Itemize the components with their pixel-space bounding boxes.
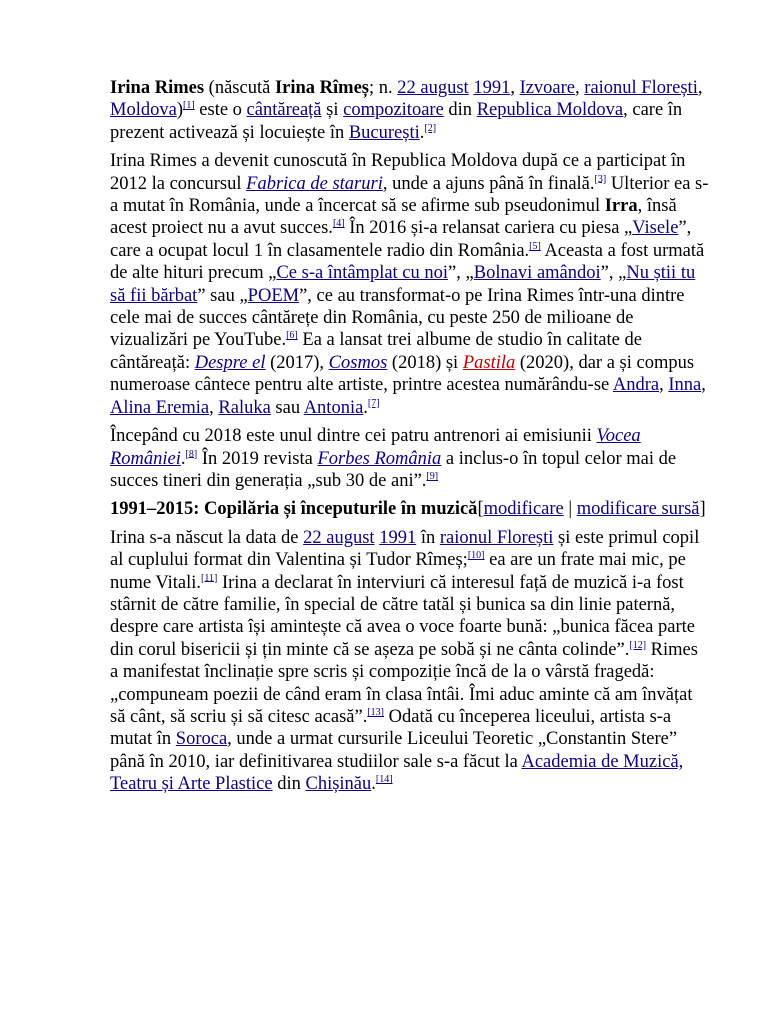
link-nu-stii-tu-sa-fii-barbat[interactable]: Nu știi tu să fii bărbat: [110, 263, 696, 306]
birth-name: Irina Rîmeș: [274, 78, 369, 98]
citation-8[interactable]: [8]: [185, 448, 198, 460]
citation-5[interactable]: [5]: [529, 240, 541, 252]
citation-11[interactable]: [11]: [201, 572, 218, 584]
article-body: [110, 77, 710, 802]
link-antonia[interactable]: Antonia: [303, 397, 364, 418]
link-soroca[interactable]: Soroca: [175, 729, 228, 750]
link-album-pastila[interactable]: Pastila: [462, 352, 516, 373]
citation-4[interactable]: [4]: [332, 218, 345, 230]
citation-6[interactable]: [6]: [286, 330, 298, 342]
citation-10[interactable]: [10]: [467, 549, 485, 561]
link-ce-s-a-intamplat-cu-noi[interactable]: Ce s-a întâmplat cu noi: [276, 263, 449, 284]
subject-name: Irina Rimes: [110, 78, 205, 98]
link-birth-date[interactable]: 22 august: [397, 78, 469, 98]
edit-source-link[interactable]: modificare sursă: [576, 499, 700, 520]
intro-paragraph: Irina Rimes (născută Irina Rîmeș; n. 22 august 1991, Izvoare, raionul Florești, Moldova)[1] este o cântăreață și compozitoare din Republica Moldova, care în prezent activează și locuiește în București.[2]: [110, 78, 703, 143]
citation-13[interactable]: [13]: [367, 706, 385, 718]
link-raluka[interactable]: Raluka: [218, 397, 271, 418]
citation-3[interactable]: [3]: [594, 173, 607, 185]
citation-12[interactable]: [12]: [629, 639, 647, 651]
link-bucuresti[interactable]: București: [348, 122, 420, 143]
citation-1[interactable]: [1]: [182, 100, 195, 112]
section-heading: [110, 498, 710, 520]
link-chisinau[interactable]: Chișinău: [305, 774, 372, 795]
link-izvoare[interactable]: Izvoare: [519, 78, 576, 98]
link-bolnavi-amandoi[interactable]: Bolnavi amândoi: [473, 263, 601, 284]
citation-7[interactable]: [7]: [367, 397, 380, 409]
link-birth-date-2[interactable]: 22 august: [303, 527, 375, 548]
link-andra[interactable]: Andra: [612, 375, 660, 396]
link-raionul-floresti[interactable]: raionul Florești: [584, 78, 698, 98]
citation-14[interactable]: [14]: [375, 774, 393, 786]
link-poem[interactable]: POEM: [247, 285, 300, 306]
section-title: 1991–2015: Copilăria și începuturile în muzică: [110, 499, 478, 520]
link-inna[interactable]: Inna: [668, 375, 702, 396]
section-edit-links: [modificare | modificare sursă]: [477, 499, 706, 520]
coach-paragraph: Începând cu 2018 este unul dintre cei patru antrenori ai emisiunii Vocea României.[8] În 2019 revista Forbes România a inclus-o în topul celor mai de succes tineri din generația „sub 30 de ani”.[9]: [110, 426, 677, 491]
link-visele[interactable]: Visele: [632, 218, 679, 239]
link-birth-year[interactable]: 1991: [473, 78, 511, 98]
career-paragraph: Irina Rimes a devenit cunoscută în Republica Moldova după ce a participat în 2012 la concursul Fabrica de staruri, unde a ajuns până în finală.[3] Ulterior ea s-a mutat în România, unde a încercat să se afirme sub pseudonimul Irra, însă acest proiect nu a avut succes.[4] În 2016 și-a relansat cariera cu piesa „Visele”, care a ocupat locul 1 în clasamentele radio din România.[5] Aceasta a fost urmată de alte hituri precum „Ce s-a întâmplat cu noi”, „Bolnavi amândoi”, „Nu știi tu să fii bărbat” sau „POEM”, ce au transformat-o pe Irina Rimes într-una dintre cele mai de succes cântărețe din România, cu peste 250 de milioane de vizualizări pe YouTube.[6] Ea a lansat trei albume de studio în calitate de cântăreață: Despre el (2017), Cosmos (2018) și Pastila (2020), dar a și compus numeroase cântece pentru alte artiste, printre acestea numărându-se Andra, Inna, Alina Eremia, Raluka sau Antonia.[7]: [110, 151, 709, 418]
link-fabrica-de-staruri[interactable]: Fabrica de staruri: [246, 173, 383, 194]
link-compozitoare[interactable]: compozitoare: [343, 100, 444, 121]
link-academia-de-muzica[interactable]: Academia de Muzică, Teatru și Arte Plastice: [110, 751, 684, 795]
link-alina-eremia[interactable]: Alina Eremia: [110, 397, 210, 418]
link-republica-moldova[interactable]: Republica Moldova: [476, 100, 624, 121]
link-moldova[interactable]: Moldova: [110, 100, 177, 121]
childhood-paragraph: Irina s-a născut la data de 22 august 1991 în raionul Florești și este primul copil al cuplului format din Valentina și Tudor Rîmeș;[10] ea are un frate mai mic, pe nume Vitali.[11] Irina a declarat în interviuri că interesul față de muzică i-a fost stârnit de către familie, în special de către tatăl și bunica sa din linie paternă, despre care artista își amintește că avea o voce foarte bună: „bunica făcea parte din corul bisericii și țin minte că se așeza pe sobă și ne cânta colinde”.[12] Rimes a manifestat înclinație spre scris și compoziție încă de la o vârstă fragedă: „compuneam poezii de când eram în clasa întâi. Îmi aduc aminte că am învățat să cânt, să scriu și să citesc acasă”.[13] Odată cu începerea liceului, artista s-a mutat în Soroca, unde a urmat cursurile Liceului Teoretic „Constantin Stere” până în 2010, iar definitivarea studiilor sale s-a făcut la Academia de Muzică, Teatru și Arte Plastice din Chișinău.[14]: [110, 527, 700, 795]
link-vocea-romaniei[interactable]: Vocea României: [110, 426, 641, 469]
citation-2[interactable]: [2]: [424, 122, 437, 134]
link-album-cosmos[interactable]: Cosmos: [328, 352, 388, 373]
link-raionul-floresti-2[interactable]: raionul Florești: [439, 527, 554, 548]
pseudonym: Irra: [604, 196, 638, 217]
link-album-despre-el[interactable]: Despre el: [194, 352, 266, 373]
link-cantareata[interactable]: cântăreață: [246, 100, 322, 121]
link-birth-year-2[interactable]: 1991: [379, 527, 417, 548]
link-forbes-romania[interactable]: Forbes România: [317, 448, 442, 469]
edit-link[interactable]: modificare: [483, 499, 564, 520]
citation-9[interactable]: [9]: [426, 470, 439, 482]
